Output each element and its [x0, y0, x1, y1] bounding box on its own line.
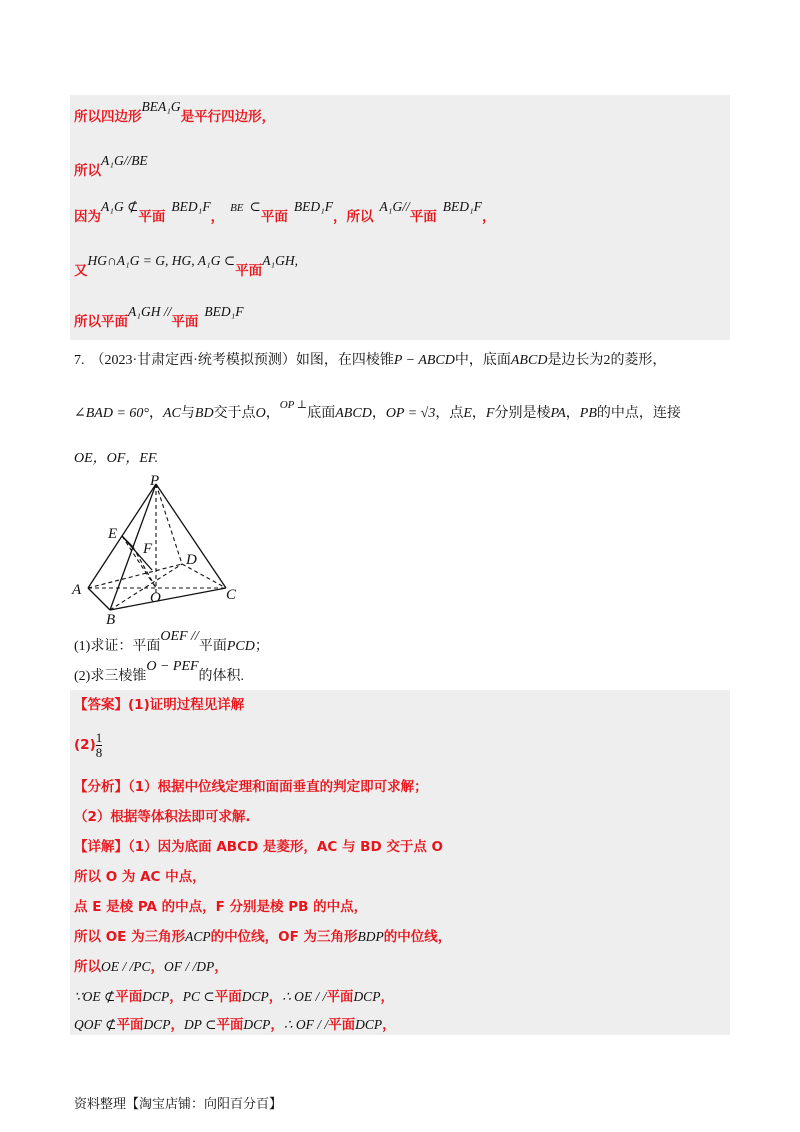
- label-A: A: [72, 582, 82, 598]
- label-P: P: [150, 473, 160, 489]
- solution-line-1: 所以四边形BEA₁G是平行四边形，: [74, 99, 276, 125]
- question-part-1: (1)求证：平面OEF //平面PCD；: [74, 629, 269, 654]
- detail-line-4: 所以 OE 为三角形ACP的中位线，OF 为三角形BDP的中位线，: [74, 929, 452, 945]
- detail-line-5: 所以OE / /PC，OF / /DP，: [74, 959, 228, 975]
- label-C: C: [226, 587, 237, 603]
- footer-note: 资料整理【淘宝店铺：向阳百分百】: [74, 1097, 283, 1112]
- question-part-2: (2)求三棱锥O − PEF的体积.: [74, 659, 245, 684]
- solution-line-3: 因为A₁G ⊄平面BED₁F，$^{BE}$ ⊂平面BED₁F，所以A₁G//平面BED₁F，: [74, 199, 496, 225]
- label-F: F: [143, 541, 153, 557]
- detail-line-7: QOF ⊄平面DCP，DP ⊂平面DCP，∴ OF / /平面DCP，: [74, 1017, 396, 1033]
- answer-block: [70, 690, 730, 1035]
- solution-line-4: 又HG∩A₁G = G, HG, A₁G ⊂平面A₁GH,: [74, 253, 299, 279]
- solution-line-2: 所以A₁G//BE: [74, 153, 148, 179]
- detail-line-3: 点 E 是棱 PA 的中点，F 分别是棱 PB 的中点，: [74, 899, 368, 915]
- answer-line: 【答案】(1)证明过程见详解: [74, 697, 245, 713]
- detail-line-1: 【详解】（1）因为底面 ABCD 是菱形，AC 与 BD 交于点 O: [74, 839, 444, 855]
- label-E: E: [108, 526, 118, 542]
- detail-line-2: 所以 O 为 AC 中点，: [74, 869, 206, 885]
- label-O: O: [150, 590, 161, 606]
- question-line-2: ∠BAD = 60°，AC与BD交于点O，$^{OP \perp}$底面ABCD，OP = √3，点E，F分别是棱PA，PB的中点，连接: [74, 399, 681, 421]
- analysis-line-2: （2）根据等体积法即可求解.: [74, 809, 251, 825]
- analysis-line-1: 【分析】（1）根据中位线定理和面面垂直的判定即可求解；: [74, 779, 428, 795]
- answer-fraction: $\frac{1}{8}$: [95, 729, 103, 760]
- label-B: B: [106, 612, 116, 627]
- question-line-3: OE，OF，EF.: [74, 451, 159, 466]
- question-line-1: 7. （2023·甘肃定西·统考模拟预测）如图，在四棱锥P − ABCD中，底面ABCD是边长为2的菱形，: [74, 353, 667, 368]
- answer-part-2: (2) $\frac{1}{8}$: [74, 729, 103, 760]
- solution-line-5: 所以平面A₁GH //平面BED₁F: [74, 304, 244, 330]
- detail-line-6: ∵OE ⊄平面DCP，PC ⊂平面DCP，∴ OE / /平面DCP，: [74, 989, 394, 1005]
- pyramid-figure: [70, 472, 250, 627]
- label-D: D: [186, 552, 197, 568]
